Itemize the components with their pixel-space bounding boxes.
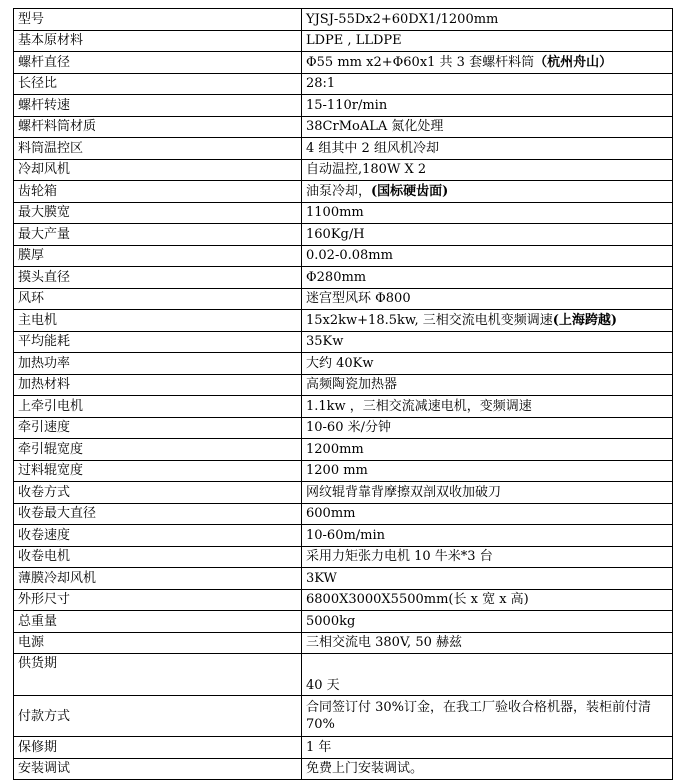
spec-table-body bbox=[14, 9, 673, 780]
spec-row bbox=[14, 503, 673, 525]
spec-value-cell bbox=[302, 460, 673, 482]
spec-row bbox=[14, 245, 673, 267]
spec-value: 10-60m/min bbox=[306, 527, 386, 543]
spec-row bbox=[14, 374, 673, 396]
spec-value: 网纹辊背靠背摩擦双剖双收加破刀 bbox=[306, 484, 502, 500]
spec-value-cell bbox=[302, 525, 673, 547]
spec-value: 15-110r/min bbox=[306, 97, 388, 113]
spec-value: 三相交流电 380V, 50 赫兹 bbox=[306, 635, 463, 651]
spec-label: 膜厚 bbox=[14, 245, 302, 267]
spec-label: 总重量 bbox=[14, 611, 302, 633]
spec-row bbox=[14, 417, 673, 439]
spec-value: 1200mm bbox=[306, 441, 364, 457]
spec-value: 1200 mm bbox=[306, 463, 368, 479]
spec-row bbox=[14, 116, 673, 138]
spec-row bbox=[14, 181, 673, 203]
spec-value: 28:1 bbox=[306, 76, 336, 92]
spec-value-emphasis: (上海跨越) bbox=[552, 312, 618, 328]
spec-label: 螺杆直径 bbox=[14, 52, 302, 74]
spec-value-cell bbox=[302, 52, 673, 74]
spec-value: 大约 40Kw bbox=[306, 355, 374, 371]
spec-value: 40 天 bbox=[306, 678, 340, 693]
spec-label: 加热功率 bbox=[14, 353, 302, 375]
spec-value-cell bbox=[302, 288, 673, 310]
spec-label: 安装调试 bbox=[14, 758, 302, 780]
spec-value-cell bbox=[302, 224, 673, 246]
spec-value-cell bbox=[302, 568, 673, 590]
spec-value-cell bbox=[302, 482, 673, 504]
spec-value: 迷宫型风环 Φ800 bbox=[306, 291, 411, 307]
spec-label: 螺杆料筒材质 bbox=[14, 116, 302, 138]
spec-label: 风环 bbox=[14, 288, 302, 310]
spec-value-cell bbox=[302, 331, 673, 353]
spec-row bbox=[14, 202, 673, 224]
spec-value-cell bbox=[302, 654, 673, 696]
spec-label: 牵引辊宽度 bbox=[14, 439, 302, 461]
spec-value-cell bbox=[302, 417, 673, 439]
spec-value-cell bbox=[302, 138, 673, 160]
spec-value-cell bbox=[302, 696, 673, 737]
spec-value-cell bbox=[302, 95, 673, 117]
spec-row bbox=[14, 73, 673, 95]
spec-value: 4 组其中 2 组风机冷却 bbox=[306, 140, 439, 156]
spec-value: YJSJ-55Dx2+60DX1/1200mm bbox=[306, 11, 499, 27]
spec-label: 平均能耗 bbox=[14, 331, 302, 353]
spec-label: 加热材料 bbox=[14, 374, 302, 396]
spec-value: 6800X3000X5500mm(长 x 宽 x 高) bbox=[306, 592, 529, 608]
spec-value: 600mm bbox=[306, 506, 356, 522]
spec-value: 采用力矩张力电机 10 牛米*3 台 bbox=[306, 549, 493, 565]
spec-row bbox=[14, 654, 673, 696]
spec-row bbox=[14, 460, 673, 482]
spec-value-emphasis: （杭州舟山） bbox=[534, 54, 613, 70]
spec-value-cell bbox=[302, 9, 673, 31]
spec-value-cell bbox=[302, 632, 673, 654]
spec-label: 型号 bbox=[14, 9, 302, 31]
spec-value-cell bbox=[302, 396, 673, 418]
spec-value: 油泵冷却， bbox=[306, 183, 372, 199]
spec-label: 最大膜宽 bbox=[14, 202, 302, 224]
spec-label: 冷却风机 bbox=[14, 159, 302, 181]
spec-value-cell bbox=[302, 374, 673, 396]
spec-table bbox=[13, 8, 673, 780]
spec-row bbox=[14, 52, 673, 74]
spec-row bbox=[14, 482, 673, 504]
spec-label: 齿轮箱 bbox=[14, 181, 302, 203]
spec-value-cell bbox=[302, 758, 673, 780]
spec-value-cell bbox=[302, 310, 673, 332]
spec-value-cell bbox=[302, 589, 673, 611]
spec-value: 3KW bbox=[306, 570, 337, 586]
spec-row bbox=[14, 396, 673, 418]
spec-value: 0.02-0.08mm bbox=[306, 248, 393, 264]
spec-value: Φ55 mm x2+Φ60x1 共 3 套螺杆料筒 bbox=[306, 54, 535, 70]
spec-label: 供货期 bbox=[14, 654, 302, 696]
spec-row bbox=[14, 589, 673, 611]
spec-label: 牵引速度 bbox=[14, 417, 302, 439]
spec-value-cell bbox=[302, 245, 673, 267]
spec-value-cell bbox=[302, 267, 673, 289]
spec-label: 螺杆转速 bbox=[14, 95, 302, 117]
spec-row bbox=[14, 611, 673, 633]
spec-row bbox=[14, 138, 673, 160]
spec-value-cell bbox=[302, 202, 673, 224]
spec-label: 收卷速度 bbox=[14, 525, 302, 547]
spec-label: 外形尺寸 bbox=[14, 589, 302, 611]
spec-label: 收卷方式 bbox=[14, 482, 302, 504]
spec-row bbox=[14, 331, 673, 353]
spec-value: 160Kg/H bbox=[306, 226, 365, 242]
spec-row bbox=[14, 546, 673, 568]
spec-value-cell bbox=[302, 737, 673, 759]
spec-label: 薄膜冷却风机 bbox=[14, 568, 302, 590]
spec-row bbox=[14, 267, 673, 289]
spec-value-cell bbox=[302, 546, 673, 568]
spec-label: 料筒温控区 bbox=[14, 138, 302, 160]
spec-value: 5000kg bbox=[306, 613, 356, 629]
spec-row bbox=[14, 353, 673, 375]
spec-label: 收卷最大直径 bbox=[14, 503, 302, 525]
spec-value: LDPE , LLDPE bbox=[306, 33, 402, 49]
spec-value: 1.1kw ，三相交流减速电机，变频调速 bbox=[306, 398, 532, 414]
spec-value: 自动温控,180W X 2 bbox=[306, 162, 427, 178]
spec-value: 38CrMoALA 氮化处理 bbox=[306, 119, 444, 135]
spec-value: Φ280mm bbox=[306, 269, 367, 285]
spec-value: 15x2kw+18.5kw, 三相交流电机变频调速 bbox=[306, 312, 553, 328]
spec-row bbox=[14, 632, 673, 654]
spec-label: 上牵引电机 bbox=[14, 396, 302, 418]
spec-value-cell bbox=[302, 159, 673, 181]
spec-row bbox=[14, 159, 673, 181]
spec-row bbox=[14, 525, 673, 547]
spec-row bbox=[14, 9, 673, 31]
spec-row bbox=[14, 310, 673, 332]
spec-value: 35Kw bbox=[306, 334, 344, 350]
spec-label: 最大产量 bbox=[14, 224, 302, 246]
spec-value: 10-60 米/分钟 bbox=[306, 420, 391, 436]
spec-row bbox=[14, 439, 673, 461]
spec-value: 合同签订付 30%订金，在我工厂验收合格机器，装柜前付清 70% bbox=[306, 700, 652, 732]
spec-label: 基本原材料 bbox=[14, 30, 302, 52]
spec-value: 1100mm bbox=[306, 205, 364, 221]
spec-row bbox=[14, 224, 673, 246]
spec-value-cell bbox=[302, 30, 673, 52]
spec-row bbox=[14, 95, 673, 117]
spec-value-cell bbox=[302, 353, 673, 375]
spec-value-cell bbox=[302, 181, 673, 203]
spec-value-cell bbox=[302, 439, 673, 461]
spec-label: 保修期 bbox=[14, 737, 302, 759]
spec-row bbox=[14, 737, 673, 759]
spec-label: 过料辊宽度 bbox=[14, 460, 302, 482]
spec-value-cell bbox=[302, 503, 673, 525]
spec-label: 电源 bbox=[14, 632, 302, 654]
spec-value-cell bbox=[302, 73, 673, 95]
spec-row bbox=[14, 696, 673, 737]
spec-label: 长径比 bbox=[14, 73, 302, 95]
spec-label: 付款方式 bbox=[14, 696, 302, 737]
spec-row bbox=[14, 568, 673, 590]
spec-value: 免费上门安装调试。 bbox=[306, 761, 424, 777]
spec-row bbox=[14, 758, 673, 780]
spec-value: 1 年 bbox=[306, 739, 332, 755]
spec-value-cell bbox=[302, 116, 673, 138]
spec-row bbox=[14, 30, 673, 52]
spec-label: 摸头直径 bbox=[14, 267, 302, 289]
spec-label: 主电机 bbox=[14, 310, 302, 332]
spec-value: 高频陶瓷加热器 bbox=[306, 377, 398, 393]
spec-value-emphasis: (国标硬齿面) bbox=[371, 183, 449, 199]
spec-value-cell bbox=[302, 611, 673, 633]
spec-row bbox=[14, 288, 673, 310]
spec-label: 收卷电机 bbox=[14, 546, 302, 568]
